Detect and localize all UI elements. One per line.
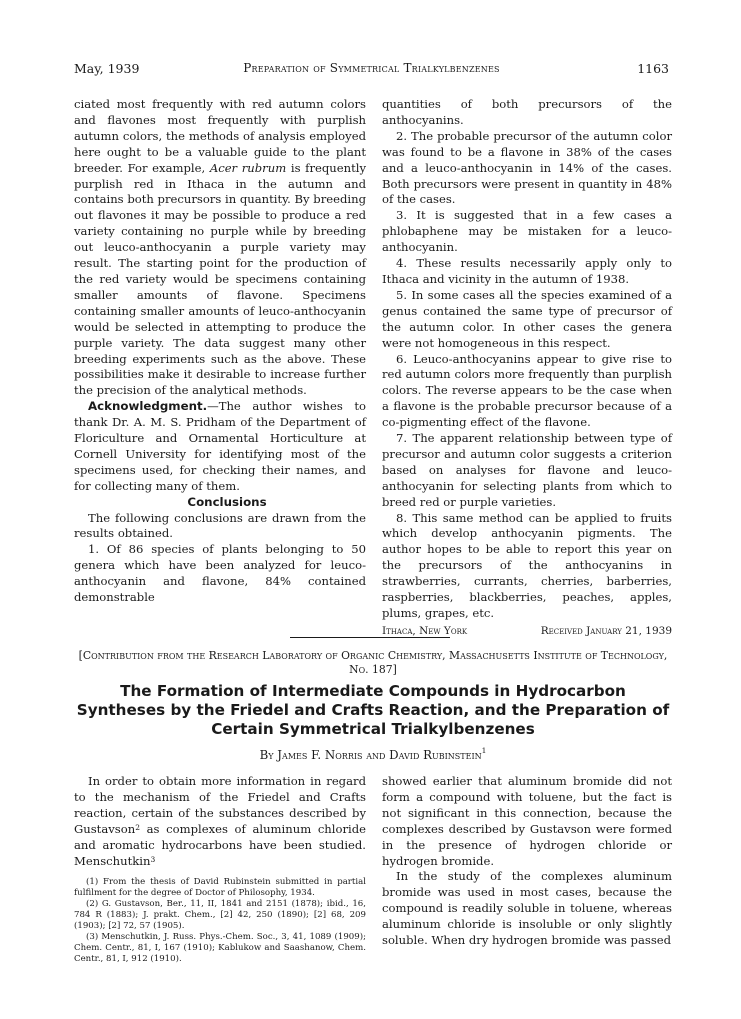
footnote-marker: 2 [135, 822, 140, 832]
conclusion-item: 5. In some cases all the species examined of a genus contained the same type of precursor of the autumn color. In other cases the genera were not homogeneous in this respect. [382, 287, 672, 350]
paragraph: In the study of the complexes aluminum bromide was used in most cases, because the compound is readily soluble in toluene, whereas aluminum chloride is insoluble or only slightly soluble. When dry hydrogen bromide was passed [382, 869, 672, 948]
footnote: (1) From the thesis of David Rubinstein submitted in partial fulfilment for the degree of Doctor of Philosophy, 1934. [74, 877, 366, 899]
left-column-bottom [74, 774, 366, 965]
conclusion-item: 1. Of 86 species of plants belonging to 50 genera which have been analyzed for leuco-anthocyanin and flavone, 84% contained demonstrable [74, 542, 366, 605]
conclusion-item: 8. This same method can be applied to fruits which develop anthocyanin pigments. The author hopes to be able to report this year on the precursors of the anthocyanins in strawberries, currants, cherries, barberries, raspberries, blackberries, peaches, apples, plums, grapes, etc. [382, 510, 672, 620]
conclusions-intro: The following conclusions are drawn from the results obtained. [74, 510, 366, 541]
conclusion-item: 7. The apparent relationship between type of precursor and autumn color suggests a criterion based on analyses for flavone and leuco-anthocyanin for selecting plants from which to breed red or purple varieties. [382, 431, 672, 509]
footnote-marker: 3 [150, 854, 156, 864]
paragraph-continuation: showed earlier that aluminum bromide did not form a compound with toluene, but the fact is not significant in this connection, because the complexes described by Gustavson were formed in the presence of hydrogen chloride or hydrogen bromide. [382, 774, 672, 868]
footnote: (3) Menschutkin, J. Russ. Phys.-Chem. Soc., 3, 41, 1089 (1909); Chem. Centr., 81, I, 167 (1910); Kablukow and Saashanow, Chem. Centr., 81, I, 912 (1910). [74, 932, 366, 965]
section-divider [290, 637, 450, 638]
article-title: The Formation of Intermediate Compounds in Hydrocarbon Syntheses by the Friedel and Crafts Reaction, and the Preparation of Certain Symmetrical Trialkylbenzenes [76, 682, 670, 738]
running-title: Preparation of Symmetrical Trialkylbenzenes [243, 61, 500, 75]
footnote-marker: 1 [481, 746, 487, 755]
issue-date: May, 1939 [74, 61, 140, 76]
contribution-line: [Contribution from the Research Laboratory of Organic Chemistry, Massachusetts Institute of Technology, No. 187] [78, 649, 668, 676]
right-column-bottom [382, 774, 672, 949]
conclusions-heading: Conclusions [187, 494, 267, 509]
conclusion-item: 2. The probable precursor of the autumn color was found to be a flavone in 38% of the cases and a leuco-anthocyanin in 14% of the cases. Both precursors were present in quantity in 48% of the cases. [382, 128, 672, 207]
right-column-top [382, 97, 672, 640]
footnotes [74, 877, 366, 965]
running-head [74, 61, 669, 77]
page-number: 1163 [637, 61, 669, 76]
conclusion-item: 3. It is suggested that in a few cases a phlobaphene may be mistaken for a leuco-anthocyanin. [382, 208, 672, 255]
conclusion-item: 4. These results necessarily apply only to Ithaca and vicinity in the autumn of 1938. [382, 256, 672, 286]
signature-place: Ithaca, New York [382, 624, 468, 637]
paragraph-breeding: ciated most frequently with red autumn colors and flavones most frequently with purplish autumn colors, the methods of analysis employed here ought to be a valuable guide to the plant breeder. For example, Acer rubrum is frequently purplish red in Ithaca in the autumn and contains both precursors in quantity. By breeding out flavones it may be possible to produce a red variety containing no purple while by breeding out leuco-anthocyanin a purple variety may result. The starting point for the production of the red variety would be specimens containing smaller amounts of flavone. Specimens containing smaller amounts of leuco-anthocyanin would be selected in attempting to produce the purple variety. The data suggest many other breeding experiments such as the above. These possibilities make it desirable to increase further the precision of the analytical methods. [74, 97, 367, 398]
species-name: Acer rubrum [209, 160, 287, 175]
conclusion-continuation: quantities of both precursors of the anthocyanins. [382, 97, 672, 127]
acknowledgment-paragraph: Acknowledgment.—The author wishes to thank Dr. A. M. S. Pridham of the Department of Floriculture and Ornamental Horticulture at Cornell University for identifying most of the specimens used, for checking their names, and for collecting many of them. [74, 399, 366, 493]
left-column-top [74, 97, 366, 606]
received-date: Received January 21, 1939 [540, 624, 672, 637]
intro-paragraph: In order to obtain more information in regard to the mechanism of the Friedel and Crafts reaction, certain of the substances described by Gustavson$^2$ as complexes of aluminum chloride and aromatic hydrocarbons have been studied. Menschutkin$^3$ [74, 774, 366, 868]
byline: By James F. Norris and David Rubinstein$^1$ [259, 746, 487, 762]
acknowledgment-heading: Acknowledgment. [88, 399, 208, 414]
conclusion-item: 6. Leuco-anthocyanins appear to give rise to red autumn colors more frequently than purplish colors. The reverse appears to be the case when a flavone is the probable precursor because of a co-pigmenting effect of the flavone. [382, 351, 672, 430]
footnote: (2) G. Gustavson, Ber., 11, II, 1841 and 2151 (1878); ibid., 16, 784 R (1883); J. prakt. Chem., [2] 42, 250 (1890); [2] 68, 209 (1903); [2] 72, 57 (1905). [74, 899, 366, 932]
